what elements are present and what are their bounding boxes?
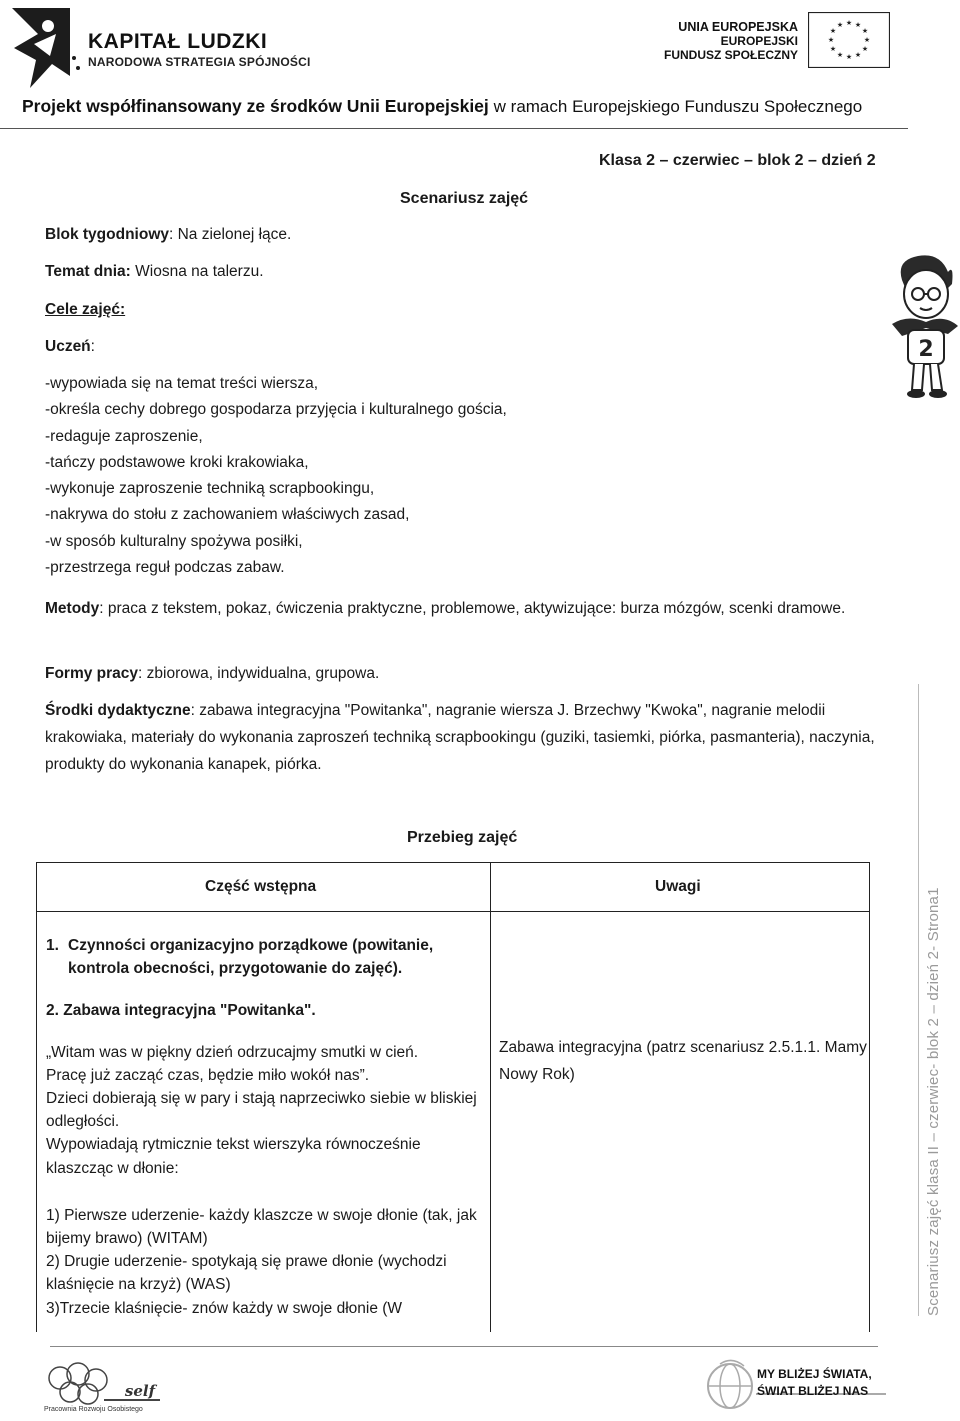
eu-line: EUROPEJSKI [720,34,798,48]
eu-fund-label [664,20,798,62]
project-line-normal: w ramach Europejskiego Funduszu Społecznego [493,97,863,116]
kapital-ludzki-subtitle: NARODOWA STRATEGIA SPÓJNOŚCI [88,55,311,69]
table-header-intro: Część wstępna [205,878,317,895]
clap-step: 1) Pierwsze uderzenie- każdy klaszcze w swoje dłonie (tak, jak bijemy brawo) (WITAM) [46,1206,477,1248]
goal-item: -wypowiada się na temat treści wiersza, [45,375,319,392]
eu-line: FUNDUSZ SPOŁECZNY [663,48,798,62]
teaching-aids-value: : zabawa integracyjna "Powitanka", nagranie wiersza J. Brzechwy "Kwoka", nagranie melodii krakowiaka, materiały do wykonania zaproszeń techniką scrapbookingu (guziki, tasiemki, piórka, pasmanteria), naczynia, produkty do wykonania kanapek, piórka. [45,702,875,773]
poem-line: „Witam was w piękny dzień odrzucajmy smutki w cień. [46,1043,419,1061]
weekly-block-label: Blok tygodniowy [45,226,169,243]
table-header-remarks: Uwagi [655,878,701,895]
activity-item-1-number: 1. [46,937,59,954]
student-label [45,334,95,360]
goal-item: -przestrzega reguł podczas zabaw. [45,559,285,577]
table-cell-remarks: Zabawa integracyjna (patrz scenariusz 2.5.1.1. Mamy Nowy Rok) [499,1039,867,1083]
self-caption: Pracownia Rozwoju Osobistego [44,1406,143,1413]
svg-text:★: ★ [861,27,869,35]
student-label-text: Uczeń [45,338,91,355]
goal-item: -wykonuje zaproszenie techniką scrapbookingu, [45,480,375,498]
svg-text:★: ★ [827,36,835,44]
clap-step: 2) Drugie uderzenie- spotykają się prawe dłonie (wychodzi klaśnięcie na krzyż) (WAS) [46,1253,447,1294]
work-forms-value: : zbiorowa, indywidualna, grupowa. [138,665,380,682]
svg-text:★: ★ [861,45,869,53]
self-logo-text: self [124,1382,156,1400]
goal-item: -w sposób kulturalny spożywa posiłki, [45,532,303,550]
activity-item-2: 2. Zabawa integracyjna "Powitanka". [46,1002,316,1020]
activity-item-1 [46,934,486,980]
eu-line: UNIA EUROPEJSKA [678,20,798,34]
work-forms-label: Formy pracy [45,665,139,682]
methods-value: : praca z tekstem, pokaz, ćwiczenia praktyczne, problemowe, aktywizujące: burza mózgów, scenki dramowe. [99,600,846,617]
svg-text:★: ★ [836,51,844,59]
svg-text:★: ★ [829,45,837,53]
eu-flag-icon [808,12,890,68]
day-topic-value: Wiosna na talerzu. [130,263,264,280]
project-line-bold: Projekt współfinansowany ze środków Unii Europejskiej [22,96,489,116]
svg-text:★: ★ [854,21,862,29]
footer-slogan [757,1366,872,1400]
table-cell-activities [46,934,486,1320]
table-column-divider [490,862,491,1332]
svg-text:★: ★ [854,51,862,59]
goals-heading: Cele zajęć: [45,301,126,318]
footer-slogan-line: ŚWIAT BLIŻEJ NAS [757,1384,869,1398]
footer-divider [50,1346,878,1347]
scenario-title: Scenariusz zajęć [400,190,529,207]
goal-item: -tańczy podstawowe kroki krakowiaka, [45,453,309,471]
methods-label: Metody [45,600,100,617]
goal-item: -określa cechy dobrego gospodarza przyjęcia i kulturalnego gościa, [45,401,507,419]
header-divider [0,128,908,129]
svg-text:★: ★ [845,19,853,27]
mascot-number: 2 [918,337,934,362]
goals-list [45,371,507,581]
instruction-paragraph: Wypowiadają rytmicznie tekst wierszyka równocześnie klaszcząc w dłonie: [46,1136,421,1177]
activity-item-1-text: Czynności organizacyjno porządkowe (powitanie, kontrola obecności, przygotowanie do zajęć). [68,937,434,978]
project-cofinancing-line [22,96,862,117]
instruction-paragraph: Dzieci dobierają się w pary i stają naprzeciwko siebie w bliskiej odległości. [46,1090,477,1131]
side-divider [918,684,919,1316]
poem-line: Pracę już zacząć czas, będzie miło wokół nas”. [46,1066,370,1084]
footer-slogan-line: MY BLIŻEJ ŚWIATA, [757,1367,872,1381]
svg-text:★: ★ [829,27,837,35]
weekly-block [45,222,291,248]
weekly-block-value: : Na zielonej łące. [169,226,292,243]
day-topic [45,259,264,285]
teaching-aids [45,697,885,778]
day-topic-label: Temat dnia: [45,263,131,280]
svg-text:★: ★ [836,21,844,29]
svg-text:★: ★ [845,53,853,61]
goal-item: -nakrywa do stołu z zachowaniem właściwych zasad, [45,506,410,524]
page-side-note: Scenariusz zajęć klasa II – czerwiec- blok 2 – dzień 2- Strona1 [925,887,942,1316]
work-forms [45,661,379,687]
kapital-ludzki-title: KAPITAŁ LUDZKI [88,30,268,53]
lesson-course-title: Przebieg zajęć [407,829,518,846]
goal-item: -redaguje zaproszenie, [45,427,203,445]
child-mascot-icon [888,250,960,400]
clap-step: 3)Trzecie klaśnięcie- znów każdy w swoje dłonie (W [46,1299,403,1317]
class-info: Klasa 2 – czerwiec – blok 2 – dzień 2 [599,152,876,169]
table-header-divider [36,911,870,912]
teaching-aids-label: Środki dydaktyczne [45,702,191,719]
svg-text:★: ★ [863,36,871,44]
student-label-colon: : [90,338,95,355]
methods [45,596,885,622]
